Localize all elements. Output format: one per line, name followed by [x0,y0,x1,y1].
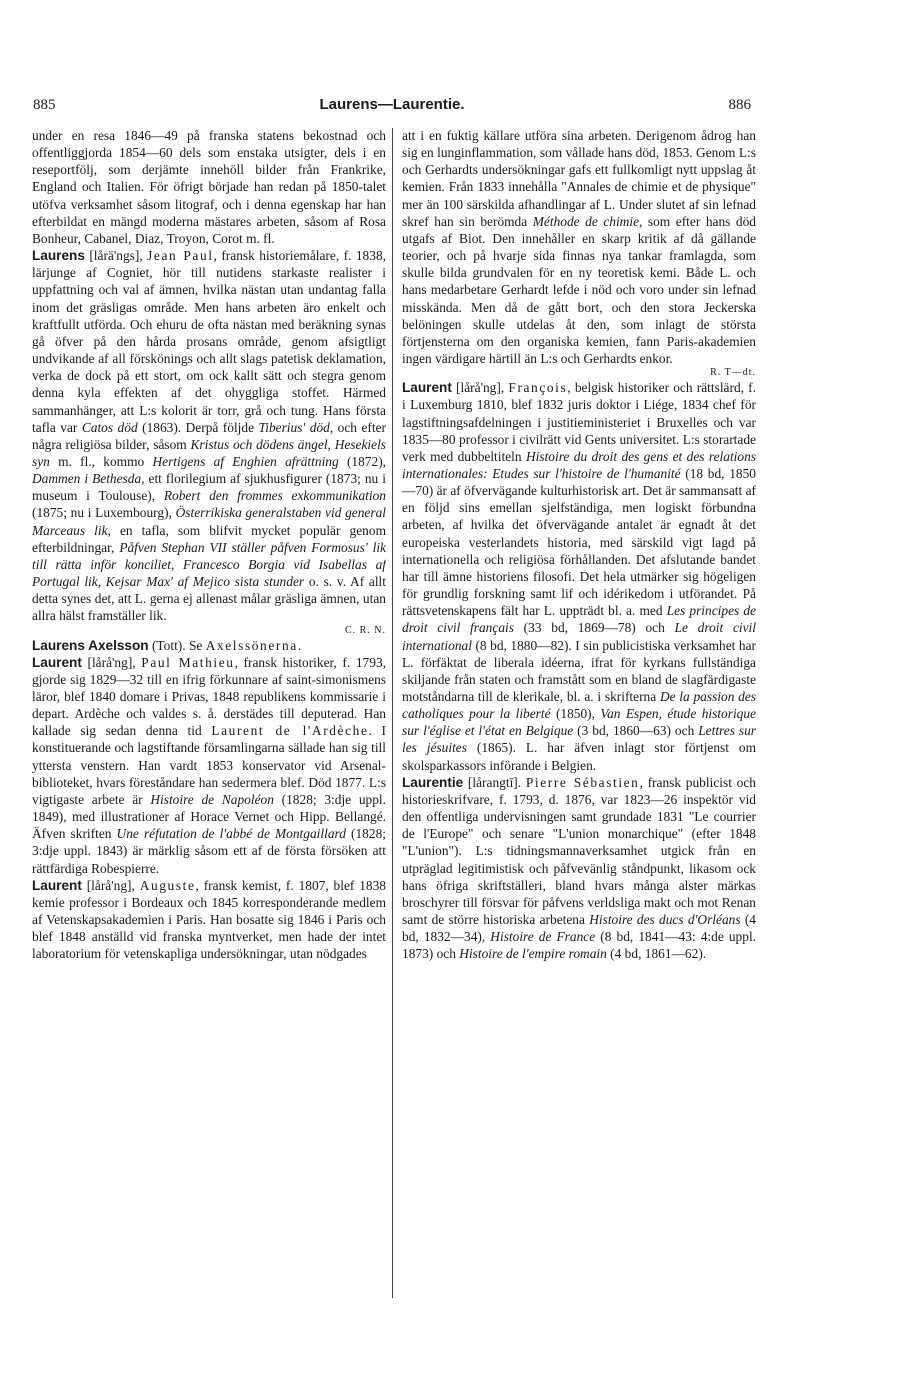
entry-laurent-paul-mathieu: Laurent [lårå'ng], Paul Mathieu, fransk historiker, f. 1793, gjorde sig 1829—32 till en ifrig förkunnare af saint-simonismens läror, blef 1840 domare i Privas, 1848 republikens kommissarie i depart. Ardèche och valdes s. å. derstädes till deputerad. Han kallade sig sedan denna tid Laurent de l'Ardèche. I konstituerande och lagstiftande församlingarna sällade han sig till yttersta venstern. Han vardt 1853 konservator vid Arsenal-biblioteket, hvars föreståndare han sedermera blef. Död 1877. L:s vigtigaste arbete är Histoire de Napoléon (1828; 3:dje uppl. 1849), med illustrationer af Horace Vernet och Hipp. Bellangé. Äfven skriften Une réfutation de l'abbé de Montgaillard (1828; 3:dje uppl. 1843) är märklig såsom ett af de första försöken att rättfärdiga Robespierre. [32,654,386,876]
entry-headword: Laurens Axelsson [32,637,149,653]
work-title: Österrikiska generalstaben vid general Marceaus lik [32,505,386,538]
column-divider [392,128,393,1298]
page-title: Laurens—Laurentie. [319,96,465,113]
work-title: Histoire de France [490,929,596,945]
left-column [32,127,386,1317]
author-signature: C. R. N. [344,624,386,636]
work-title: Van Espen, étude historique sur l'église et l'état en Belgique [402,706,756,739]
work-title: De la passion des catholiques pour la liberté [402,689,756,722]
work-title: Catos död [81,419,138,435]
entry-laurent-auguste: Laurent [lårå'ng], Auguste, fransk kemist, f. 1807, blef 1838 kemie professor i Bordeaux och 1845 korresponderande medlem af Vetenskapsakademien i Paris. Han bosatte sig 1846 i Paris och blef 1848 anställd vid franska myntverket, men hade der intet laboratorium för vetenskapliga undersökningar, utan nödgades [32,877,386,962]
entry-laurens-jean-paul: Laurens [lårä'ngs], Jean Paul, fransk historiemålare, f. 1838, lärjunge af Cogniet, hör till nutidens starkaste realister i uppfattning och val af ämnen, hvilka nästan utan undantag falla inom det gräsligas område. Men hans arbeten äro enkelt och kraftfullt utförda. Och ehuru de ofta nästan med beräkning synas gå öfver på den hårda prosans område, genom afsigtligt undvikande af all förskönings och allt slags patetisk deklamation, verka de dock på ett stort, om ock kallt sätt och stegra genom denna kyla effekten af det ohyggliga stoffet. Härmed sammanhänger, att L:s kolorit är torr, grå och tung. Hans första tafla var Catos död (1863). Derpå följde Tiberius' död, och efter några religiösa bilder, såsom Kristus och dödens ängel, Hesekiels syn m. fl., kommo Hertigens af Enghien afrättning (1872), Dammen i Bethesda, ett florilegium af sjukhusfigurer (1873; nu i museum i Toulouse), Robert den frommes exkommunikation (1875; nu i Luxembourg), Österrikiska generalstaben vid general Marceaus lik, en tafla, som blifvit mycket populär genom efterbildningar, Påfven Stephan VII ställer påfven Formosus' lik till rätta inför konciliet, Francesco Borgia vid Isabellas af Portugal lik, Kejsar Max' af Mejico sista stunder o. s. v. Af allt detta synes det, att L. gerna ej allenast målar gräsliga ämnen, utan allra hälst framställer lik. C. R. N. [32,248,386,636]
work-title: Histoire de Napoléon [150,791,274,807]
work-title: Robert den frommes exkommunikation [163,488,386,504]
page-number-left: 885 [33,97,56,113]
continued-paragraph: under en resa 1846—49 på franska statens bekostnad och offentliggjorda 1854—60 dels som enstaka utsigter, dels i en reseportfölj, som derjämte innehöll bilder från Frankrike, England och Italien. För öfrigt började han redan på 1850-talet utöfva verksamhet såsom litograf, och i denna egenskap har han efterbildat en mängd moderna mästares arbeten, såsom af Rosa Bonheur, Cabanel, Diaz, Troyon, Corot m. fl. [32,128,386,246]
work-title: Une réfutation de l'abbé de Montgaillard [116,826,346,842]
right-column [402,127,756,1317]
entry-headword: Laurentie [402,774,464,790]
entry-person-name: Jean Paul [147,248,214,264]
work-title: Kejsar Max' af Mejico sista stunder [105,574,305,590]
entry-laurent-francois: Laurent [lårå'ng], François, belgisk historiker och rättslärd, f. i Luxemburg 1810, blef 1832 juris doktor i Liége, 1834 chef för lagstiftningsafdelningen i justitieministeriet i Bruxelles och var 1835—80 professor i civilrätt vid Gents universitet. L:s storartade verk med dubbeltiteln Histoire du droit des gens et des relations internationales: Etudes sur l'histoire de l'humanité (18 bd, 1850—70) är af öfvervägande kulturhistorisk art. Det är sammansatt af en följd sins emellan sjelfständiga, men logiskt förbundna arbeten, af hvilka det öfvervägande antalet är egnadt åt det europeiska vesterlandets historia, med särskild vigt lagd på internationella och religiösa förhållanden. Det afslutande bandet har till ämne historiens filosofi. Det hela utmärker sig högeligen för grundlig forskning samt lif och idérikedom i utförandet. På rättsvetenskapens fält har L. uppträdt bl. a. med Les principes de droit civil français (33 bd, 1869—78) och Le droit civil international (8 bd, 1880—82). I sin publicistiska verksamhet har L. förfäktat de liberala idéerna, ifrat för kyrkans fullständiga skiljande från staten och framstått som en bland de slagfärdigaste motståndarna till de klerikale, bl. a. i skrifterna De la passion des catholiques pour la liberté (1850), Van Espen, étude historique sur l'église et l'état en Belgique (3 bd, 1860—63) och Lettres sur les jésuites (1865). L. har äfven inlagt stor förtjenst om skolsparkassors införande i Belgien. [402,380,756,773]
work-title: Le droit civil international [402,620,756,653]
work-title: Lettres sur les jésuites [402,723,756,756]
work-title: Histoire de l'empire romain [459,946,607,962]
work-title: Les principes de droit civil français [402,603,756,636]
entry-person-name: François [508,380,568,396]
work-title: Francesco Borgia vid Isabellas af Portugal lik [32,556,386,590]
entry-person-name: Pierre Sébastien [525,774,640,790]
work-title: Hesekiels syn [32,436,386,469]
work-title: Kristus och dödens ängel [190,436,328,452]
work-title: Méthode de chimie [532,213,640,229]
entry-laurentie: Laurentie [lårangtī]. Pierre Sébastien, fransk publicist och historieskrifvare, f. 1793, d. 1876, var 1823—26 inspektör vid den offentliga undervisningen samt grundade 1831 "Le courrier de l'Europe" och senare "L'union monarchique" (efter 1848 "L'union"). L:s tidningsmannaverksamhet utgick från en utpräglad legitimistisk och påfvevänlig ståndpunkt, likasom ock hans öfriga skriftställeri, bland hvars många alster märkas broschyrer till försvar för påfvens verldsliga makt och mot Renan samt de större historiska arbetena Histoire des ducs d'Orléans (4 bd, 1832—34), Histoire de France (8 bd, 1841—43: 4:de uppl. 1873) och Histoire de l'empire romain (4 bd, 1861—62). [402,774,756,962]
entry-person-name: Laurent de l'Ardèche [211,723,369,739]
entry-headword: Laurens [32,248,85,264]
entry-person-name: Paul Mathieu [141,654,235,670]
entry-headword: Laurent [32,654,82,670]
work-title: Tiberius' död [258,419,330,435]
entry-laurens-axelsson: Laurens Axelsson (Tott). Se Axelssönerna. [32,637,302,653]
page-number-right: 886 [728,97,751,113]
author-signature: R. T—dt. [710,367,756,379]
work-title: Påfven Stephan VII ställer påfven Formosus' lik till rätta inför konciliet [32,539,386,572]
page-header [33,94,751,116]
continued-paragraph: att i en fuktig källare utföra sina arbeten. Derigenom ådrog han sig en lunginflammation, som vållade hans död, 1853. Genom L:s och Gerhardts undersökningar gafs ett fullkomligt nytt uppslag åt kemien. Från 1833 innehålla "Annales de chimie et de physique" mer än 100 särskilda afhandlingar af L. Under slutet af sin lefnad skref han sin berömda Méthode de chimie, som efter hans död utgafs af Biot. Den innehåller en skarp kritik af då gällande teorier, och på hvarje sida finnas nya tankar framlagda, som skulle bilda grundvalen för en ny teoretisk kemi. Både L. och hans medarbetare Gerhardt lefde i nöd och voro under sin lefnad misskända. Men då de gått bort, och den stora Jeckerska belöningen skulle utdelas åt den, som inlagt de största förtjensterna om den organiska kemien, fann Paris-akademien ingen värdigare härtill än L:s och Gerhardts enkor. R. T—dt. [402,128,756,379]
cross-reference: Axelssönerna [205,637,298,653]
work-title: Hertigens af Enghien afrättning [152,453,339,469]
work-title: Histoire du droit des gens et des relations internationales: Etudes sur l'histoire de l'humanité [402,448,756,481]
entry-headword: Laurent [32,877,82,893]
entry-headword: Laurent [402,380,452,396]
work-title: Dammen i Bethesda [32,471,142,487]
work-title: Histoire des ducs d'Orléans [589,912,741,928]
entry-person-name: Auguste [139,877,196,893]
